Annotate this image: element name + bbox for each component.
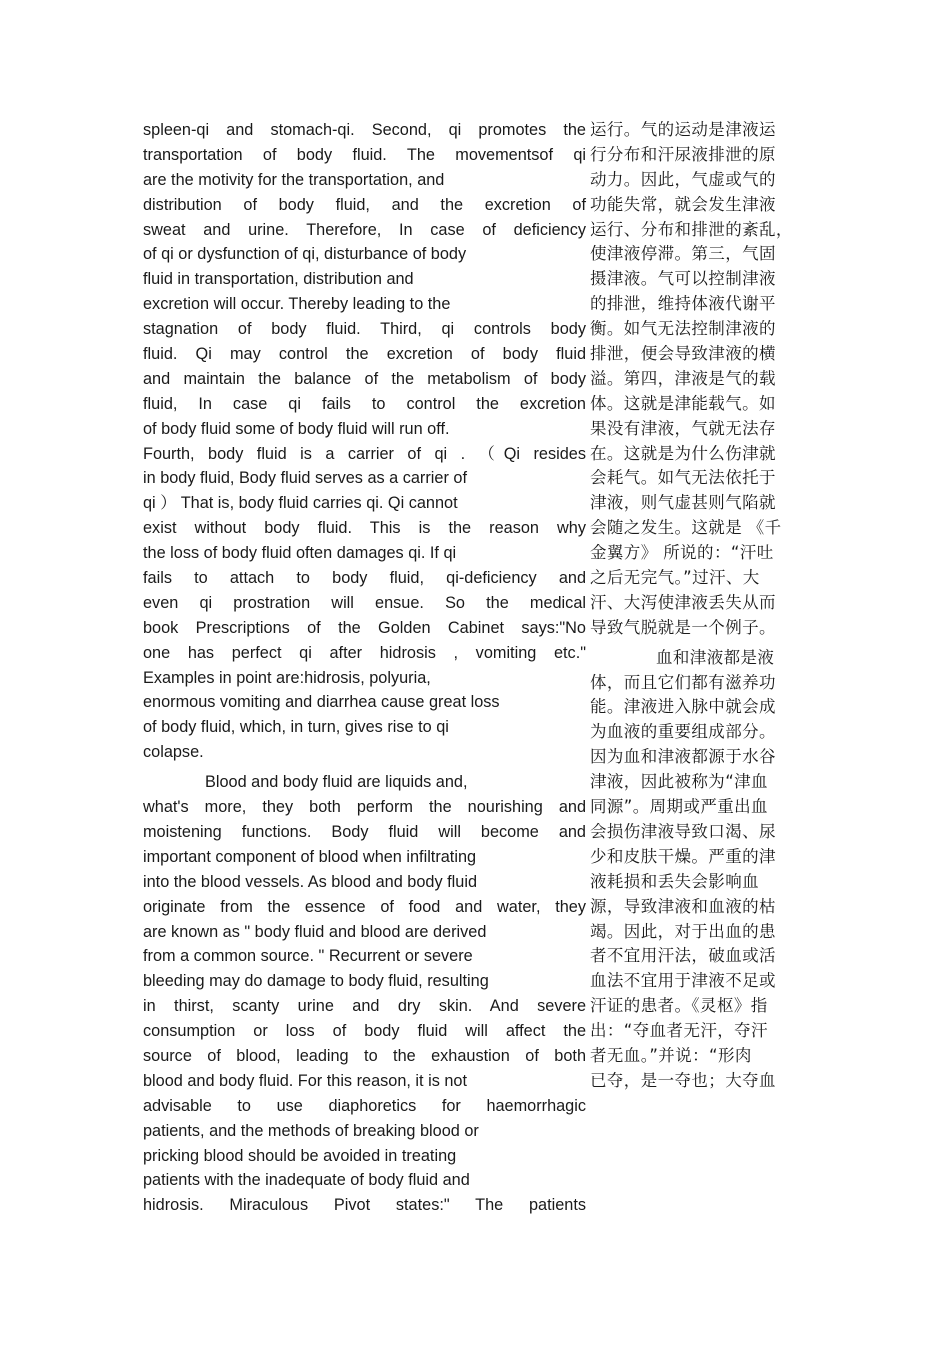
text-line: consumption or loss of body fluid will affect the bbox=[143, 1022, 586, 1041]
text-line: 排泄，便会导致津液的横 bbox=[590, 344, 776, 364]
text-line: 少和皮肤干燥。严重的津 bbox=[590, 846, 776, 866]
chinese-paragraph-1 bbox=[590, 118, 800, 641]
text-line: 果没有津液，气就无法存 bbox=[590, 418, 776, 438]
text-line: 的排泄，维持体液代谢平 bbox=[590, 294, 776, 314]
text-line: 行分布和汗尿液排泄的原 bbox=[590, 144, 776, 164]
text-line: of qi or dysfunction of qi, disturbance of body bbox=[143, 245, 467, 264]
text-line: patients with the inadequate of body fluid and bbox=[143, 1171, 470, 1190]
text-line: fluid in transportation, distribution and bbox=[143, 270, 414, 289]
text-line: Blood and body fluid are liquids and, bbox=[205, 773, 468, 792]
text-line: distribution of body fluid, and the excretion of bbox=[143, 195, 586, 214]
text-line: Examples in point are:hidrosis, polyuria, bbox=[143, 668, 431, 687]
text-line: moistening functions. Body fluid will become and bbox=[143, 822, 586, 841]
text-line: 体，而且它们都有滋养功 bbox=[590, 672, 776, 692]
text-line: originate from the essence of food and water, they bbox=[143, 897, 586, 916]
text-line: 者无血。”并说：“形肉 bbox=[590, 1045, 752, 1065]
text-line: colapse. bbox=[143, 743, 204, 762]
text-line: of body fluid some of body fluid will run off. bbox=[143, 419, 450, 438]
text-line: stagnation of body fluid. Third, qi controls body bbox=[143, 320, 586, 339]
text-line: pricking blood should be avoided in treating bbox=[143, 1146, 457, 1165]
text-line: 会损伤津液导致口渴、尿 bbox=[590, 821, 776, 841]
text-line: book Prescriptions of the Golden Cabinet says:"No bbox=[143, 618, 586, 637]
text-line: hidrosis. Miraculous Pivot states:" The patients bbox=[143, 1196, 586, 1215]
text-line: from a common source. " Recurrent or severe bbox=[143, 947, 473, 966]
text-line: 会耗气。如气无法依托于 bbox=[590, 468, 776, 488]
text-line: and maintain the balance of the metabolism of body bbox=[143, 369, 586, 388]
text-line: transportation of body fluid. The movementsof qi bbox=[143, 145, 586, 164]
text-line: 能。津液进入脉中就会成 bbox=[590, 697, 776, 717]
text-line: in thirst, scanty urine and dry skin. And severe bbox=[143, 997, 586, 1016]
chinese-column bbox=[590, 118, 800, 1094]
text-line: blood and body fluid. For this reason, it is not bbox=[143, 1071, 468, 1090]
text-line: bleeding may do damage to body fluid, resulting bbox=[143, 972, 489, 991]
text-line: what's more, they both perform the nourishing and bbox=[143, 798, 586, 817]
text-line: 使津液停滞。第三，气固 bbox=[590, 244, 776, 264]
text-line: 源，导致津液和血液的枯 bbox=[590, 896, 776, 916]
text-line: 运行。气的运动是津液运 bbox=[590, 120, 776, 139]
text-line: advisable to use diaphoretics for haemorrhagic bbox=[143, 1096, 586, 1115]
english-paragraph-2 bbox=[143, 770, 586, 1218]
text-line: 运行、分布和排泄的紊乱， bbox=[590, 219, 793, 239]
text-line: in body fluid, Body fluid serves as a carrier of bbox=[143, 469, 467, 488]
text-line: even qi prostration will ensue. So the medical bbox=[143, 593, 586, 612]
text-line: fluid, In case qi fails to control the excretion bbox=[143, 394, 586, 413]
text-line: 体。这就是津能载气。如 bbox=[590, 393, 776, 413]
text-line: are the motivity for the transportation, and bbox=[143, 170, 445, 189]
text-line: 溢。第四，津液是气的载 bbox=[590, 368, 776, 388]
text-line: 汗、大泻使津液丢失从而 bbox=[590, 592, 776, 612]
text-line: 出：“夺血者无汗，夺汗 bbox=[590, 1021, 768, 1041]
text-line: fluid. Qi may control the excretion of body fluid bbox=[143, 345, 586, 364]
text-line: fails to attach to body fluid, qi-deficiency and bbox=[143, 569, 586, 588]
text-line: 动力。因此，气虚或气的 bbox=[590, 169, 776, 189]
text-line: 功能失常，就会发生津液 bbox=[590, 194, 776, 214]
text-line: the loss of body fluid often damages qi. If qi bbox=[143, 544, 457, 563]
text-line: 摄津液。气可以控制津液 bbox=[590, 269, 776, 289]
text-line: 为血液的重要组成部分。 bbox=[590, 722, 776, 742]
text-line: qi ） That is, body fluid carries qi. Qi cannot bbox=[143, 494, 458, 513]
text-line: into the blood vessels. As blood and body fluid bbox=[143, 872, 477, 891]
text-line: of body fluid, which, in turn, gives rise to qi bbox=[143, 718, 449, 737]
text-line: 竭。因此，对于出血的患 bbox=[590, 921, 776, 941]
text-line: important component of blood when infiltrating bbox=[143, 847, 477, 866]
text-line: source of blood, leading to the exhaustion of both bbox=[143, 1046, 586, 1065]
text-line: 衡。如气无法控制津液的 bbox=[590, 319, 776, 339]
text-line: Fourth, body fluid is a carrier of qi . （Qi resides bbox=[143, 444, 586, 463]
text-line: patients, and the methods of breaking blood or bbox=[143, 1121, 479, 1140]
text-line: spleen-qi and stomach-qi. Second, qi promotes the bbox=[143, 121, 586, 139]
english-column bbox=[143, 118, 586, 1218]
text-line: 之后无完气。”过汗、大 bbox=[590, 568, 760, 588]
text-line: enormous vomiting and diarrhea cause great loss bbox=[143, 693, 500, 712]
text-line: 者不宜用汗法，破血或活 bbox=[590, 946, 776, 966]
text-line: 在。这就是为什么伤津就 bbox=[590, 443, 776, 463]
text-line: 金翼方》 所说的：“汗吐 bbox=[590, 543, 774, 563]
text-line: 血法不宜用于津液不足或 bbox=[590, 971, 776, 991]
text-line: sweat and urine. Therefore, In case of deficiency bbox=[143, 220, 586, 239]
text-line: 血和津液都是液 bbox=[656, 647, 775, 667]
text-line: 津液，因此被称为“津血 bbox=[590, 772, 768, 792]
text-line: are known as " body fluid and blood are derived bbox=[143, 922, 487, 941]
text-line: 同源”。周期或严重出血 bbox=[590, 797, 768, 817]
text-line: 因为血和津液都源于水谷 bbox=[590, 747, 776, 767]
text-line: exist without body fluid. This is the reason why bbox=[143, 519, 586, 538]
chinese-paragraph-2 bbox=[590, 646, 800, 1094]
text-line: 已夺，是一夺也；大夺血 bbox=[590, 1070, 776, 1090]
english-paragraph-1 bbox=[143, 118, 586, 765]
text-line: 导致气脱就是一个例子。 bbox=[590, 617, 776, 637]
text-line: excretion will occur. Thereby leading to the bbox=[143, 295, 451, 314]
text-line: 液耗损和丢失会影响血 bbox=[590, 871, 759, 891]
text-line: 津液，则气虚甚则气陷就 bbox=[590, 493, 776, 513]
text-line: one has perfect qi after hidrosis , vomiting etc." bbox=[143, 643, 586, 662]
text-line: 汗证的患者。《灵枢》指 bbox=[590, 996, 768, 1016]
text-line: 会随之发生。这就是 《千 bbox=[590, 518, 782, 538]
